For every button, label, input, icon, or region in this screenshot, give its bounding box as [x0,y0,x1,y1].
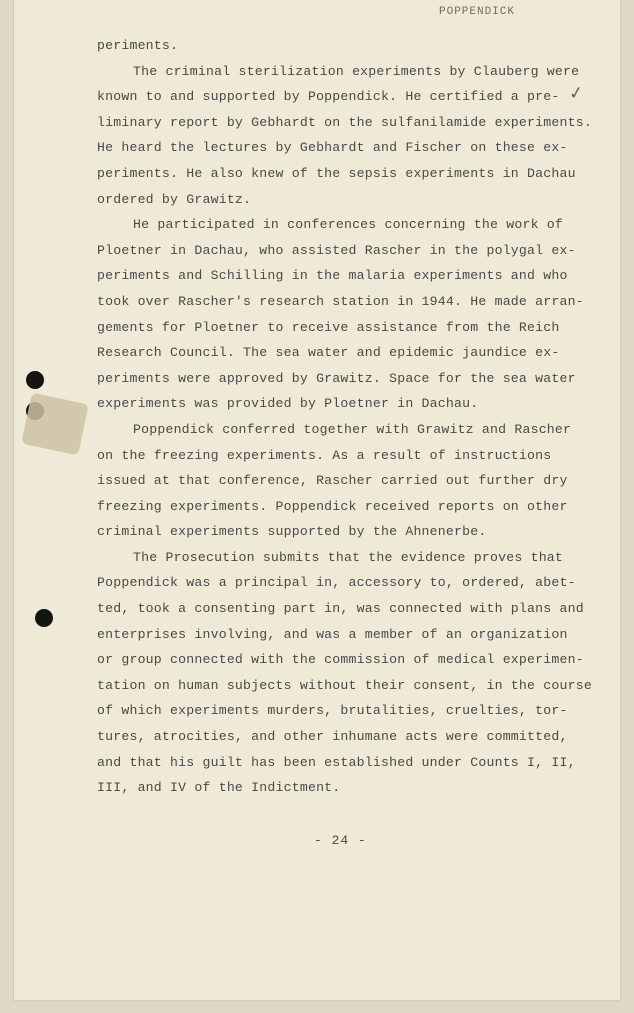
punch-hole [26,371,44,389]
body-line: on the freezing experiments. As a result of instructions [97,447,552,463]
header-fragment: POPPENDICK [439,6,516,18]
body-line: ordered by Grawitz. [97,191,252,207]
body-line: criminal experiments supported by the Ahnenerbe. [97,524,487,540]
body-line: Research Council. The sea water and epidemic jaundice ex- [97,345,560,361]
body-line: tures, atrocities, and other inhumane acts were committed, [97,729,568,745]
body-line: III, and IV of the Indictment. [97,780,341,796]
page-number: - 24 - [314,833,367,848]
body-line: periments. [97,38,179,53]
body-line: He heard the lectures by Gebhardt and Fischer on these ex- [97,140,568,156]
body-line: known to and supported by Poppendick. He certified a pre- [97,89,560,105]
body-line: periments were approved by Grawitz. Space for the sea water [97,370,576,386]
body-line: experiments was provided by Ploetner in Dachau. [97,396,479,412]
body-line: periments and Schilling in the malaria experiments and who [97,268,568,284]
body-line: or group connected with the commission of medical experimen- [97,652,584,668]
checkmark-annotation: ✓ [568,82,584,107]
body-line: periments. He also knew of the sepsis experiments in Dachau [97,165,576,181]
body-line: He participated in conferences concerning the work of [133,217,564,233]
body-line: of which experiments murders, brutalities, cruelties, tor- [97,703,568,719]
body-line: Poppendick was a principal in, accessory to, ordered, abet- [97,575,576,591]
body-line: gements for Ploetner to receive assistance from the Reich [97,319,560,335]
body-line: Ploetner in Dachau, who assisted Rascher in the polygal ex- [97,242,576,258]
body-line: ted, took a consenting part in, was connected with plans and [97,601,584,617]
body-line: liminary report by Gebhardt on the sulfanilamide experiments. [97,114,592,130]
body-line: and that his guilt has been established under Counts I, II, [97,754,576,770]
document-body [97,33,592,801]
punch-hole [35,609,53,627]
body-line: tation on human subjects without their consent, in the course [97,677,592,693]
body-line: The criminal sterilization experiments by Clauberg were [133,63,580,79]
body-line: took over Rascher's research station in 1944. He made arran- [97,293,584,309]
body-line: freezing experiments. Poppendick received reports on other [97,498,568,514]
document-page [14,0,620,1000]
body-line: issued at that conference, Rascher carried out further dry [97,473,568,489]
body-line: enterprises involving, and was a member of an organization [97,626,568,642]
body-line: The Prosecution submits that the evidence proves that [133,549,564,565]
body-line: Poppendick conferred together with Grawitz and Rascher [133,421,572,437]
